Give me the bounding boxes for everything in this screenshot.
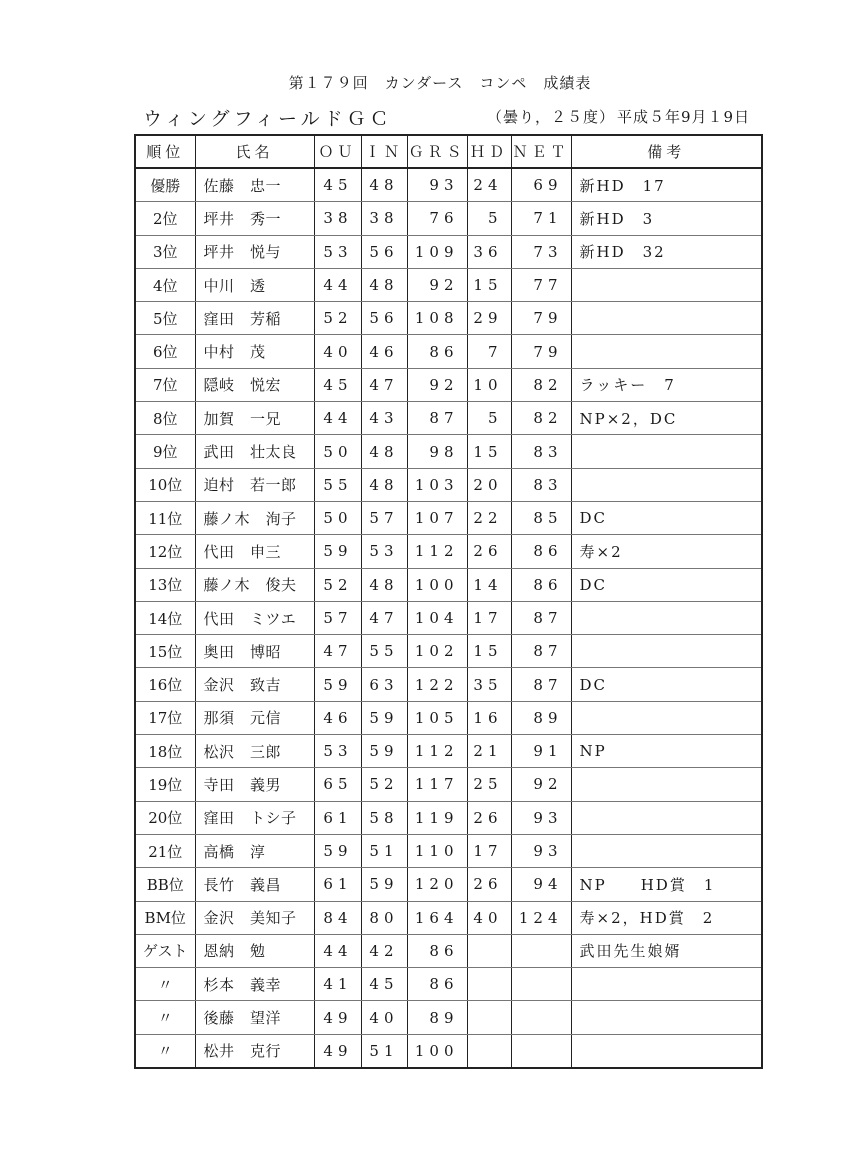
cell-in: 57 [361,501,407,534]
cell-hd: 29 [467,302,511,335]
cell-in: 47 [361,368,407,401]
cell-grs: 108 [407,302,467,335]
cell-hd: 36 [467,235,511,268]
cell-ou: 59 [314,834,361,867]
cell-note [571,468,762,501]
cell-hd [467,1034,511,1068]
cell-net: 83 [511,468,571,501]
cell-name: 松井 克行 [195,1034,314,1068]
cell-rank: 7位 [135,368,195,401]
cell-rank: 優勝 [135,168,195,202]
table-row [135,801,762,834]
header-net: ＮＥＴ [511,135,571,168]
cell-net [511,968,571,1001]
cell-grs: 89 [407,1001,467,1034]
cell-ou: 55 [314,468,361,501]
cell-note [571,302,762,335]
cell-rank: 20位 [135,801,195,834]
cell-rank: 5位 [135,302,195,335]
cell-hd: 17 [467,601,511,634]
cell-net: 85 [511,501,571,534]
cell-in: 55 [361,635,407,668]
cell-rank: 8位 [135,402,195,435]
cell-hd: 16 [467,701,511,734]
cell-in: 48 [361,268,407,301]
table-row [135,968,762,1001]
cell-ou: 45 [314,368,361,401]
table-row [135,268,762,301]
cell-hd: 10 [467,368,511,401]
cell-in: 80 [361,901,407,934]
cell-ou: 46 [314,701,361,734]
table-row [135,768,762,801]
cell-net [511,1001,571,1034]
cell-name: 迫村 若一郎 [195,468,314,501]
cell-hd: 20 [467,468,511,501]
cell-in: 59 [361,701,407,734]
cell-rank: 18位 [135,735,195,768]
cell-rank: 9位 [135,435,195,468]
cell-note [571,601,762,634]
cell-hd: 7 [467,335,511,368]
table-row [135,1001,762,1034]
table-row [135,501,762,534]
cell-ou: 44 [314,402,361,435]
cell-name: 佐藤 忠一 [195,168,314,202]
cell-rank: 13位 [135,568,195,601]
cell-name: 坪井 悦与 [195,235,314,268]
table-row [135,668,762,701]
cell-grs: 122 [407,668,467,701]
cell-in: 48 [361,468,407,501]
cell-ou: 61 [314,801,361,834]
cell-net: 87 [511,635,571,668]
cell-hd: 14 [467,568,511,601]
results-table [134,134,763,1069]
cell-rank: 17位 [135,701,195,734]
cell-rank: ゲスト [135,934,195,967]
table-row [135,402,762,435]
cell-in: 58 [361,801,407,834]
cell-name: 恩納 勉 [195,934,314,967]
cell-hd: 5 [467,202,511,235]
cell-rank: 21位 [135,834,195,867]
cell-rank: 11位 [135,501,195,534]
cell-net: 79 [511,335,571,368]
table-row [135,934,762,967]
table-row [135,868,762,901]
cell-grs: 112 [407,735,467,768]
cell-ou: 61 [314,868,361,901]
cell-note [571,968,762,1001]
table-row [135,535,762,568]
cell-grs: 100 [407,568,467,601]
cell-hd: 35 [467,668,511,701]
cell-hd: 22 [467,501,511,534]
cell-ou: 44 [314,268,361,301]
table-row [135,635,762,668]
cell-note [571,268,762,301]
cell-grs: 87 [407,402,467,435]
cell-name: 奥田 博昭 [195,635,314,668]
cell-net: 87 [511,668,571,701]
cell-grs: 164 [407,901,467,934]
cell-name: 坪井 秀一 [195,202,314,235]
cell-note: 寿×2 [571,535,762,568]
cell-hd: 5 [467,402,511,435]
cell-net: 93 [511,834,571,867]
cell-note: DC [571,501,762,534]
cell-grs: 86 [407,335,467,368]
cell-hd: 26 [467,868,511,901]
cell-name: 寺田 義男 [195,768,314,801]
cell-note [571,1034,762,1068]
header-grs: ＧＲＳ [407,135,467,168]
cell-name: 藤ノ木 俊夫 [195,568,314,601]
cell-note: DC [571,568,762,601]
table-row [135,202,762,235]
table-row [135,302,762,335]
cell-note [571,701,762,734]
page-title: 第１７９回 カンダース コンペ 成績表 [288,74,592,92]
cell-grs: 120 [407,868,467,901]
cell-hd: 15 [467,268,511,301]
header-name: 氏名 [195,135,314,168]
cell-grs: 117 [407,768,467,801]
cell-note: 新HD 32 [571,235,762,268]
table-row [135,168,762,202]
cell-note: 新HD 3 [571,202,762,235]
cell-ou: 49 [314,1034,361,1068]
cell-rank: 3位 [135,235,195,268]
cell-note: NP [571,735,762,768]
cell-hd: 15 [467,435,511,468]
table-row [135,735,762,768]
cell-ou: 53 [314,735,361,768]
cell-note [571,834,762,867]
table-row [135,901,762,934]
cell-rank: 6位 [135,335,195,368]
cell-in: 53 [361,535,407,568]
cell-note [571,801,762,834]
cell-grs: 119 [407,801,467,834]
cell-hd: 17 [467,834,511,867]
cell-ou: 53 [314,235,361,268]
cell-note: NP×2，DC [571,402,762,435]
venue-name: ウィングフィールドＧＣ [143,108,393,130]
table-row [135,468,762,501]
cell-note [571,335,762,368]
header-note: 備考 [571,135,762,168]
cell-rank: 〃 [135,1034,195,1068]
cell-name: 長竹 義昌 [195,868,314,901]
cell-net: 93 [511,801,571,834]
cell-ou: 47 [314,635,361,668]
cell-net: 71 [511,202,571,235]
cell-grs: 86 [407,934,467,967]
cell-grs: 102 [407,635,467,668]
cell-net: 69 [511,168,571,202]
header-in: ＩＮ [361,135,407,168]
cell-hd: 40 [467,901,511,934]
cell-in: 48 [361,168,407,202]
cell-net [511,1034,571,1068]
cell-grs: 107 [407,501,467,534]
cell-name: 中村 茂 [195,335,314,368]
cell-name: 後藤 望洋 [195,1001,314,1034]
cell-net: 86 [511,535,571,568]
cell-net: 82 [511,368,571,401]
cell-grs: 86 [407,968,467,1001]
cell-name: 杉本 義幸 [195,968,314,1001]
cell-in: 59 [361,868,407,901]
cell-note: ラッキー 7 [571,368,762,401]
table-row [135,601,762,634]
cell-ou: 84 [314,901,361,934]
cell-grs: 105 [407,701,467,734]
cell-name: 那須 元信 [195,701,314,734]
cell-net: 124 [511,901,571,934]
cell-in: 56 [361,302,407,335]
header-hd: ＨＤ [467,135,511,168]
weather-info: （曇り，２５度） [487,108,616,126]
cell-in: 59 [361,735,407,768]
cell-name: 窪田 芳稲 [195,302,314,335]
cell-name: 窪田 トシ子 [195,801,314,834]
cell-ou: 52 [314,302,361,335]
cell-ou: 59 [314,668,361,701]
cell-net: 77 [511,268,571,301]
cell-ou: 40 [314,335,361,368]
cell-hd: 15 [467,635,511,668]
cell-note [571,1001,762,1034]
cell-note: DC [571,668,762,701]
cell-net: 83 [511,435,571,468]
cell-hd: 26 [467,535,511,568]
cell-rank: 12位 [135,535,195,568]
cell-grs: 109 [407,235,467,268]
cell-grs: 112 [407,535,467,568]
cell-hd [467,934,511,967]
cell-in: 42 [361,934,407,967]
cell-grs: 93 [407,168,467,202]
cell-name: 隠岐 悦宏 [195,368,314,401]
cell-ou: 50 [314,435,361,468]
cell-ou: 41 [314,968,361,1001]
cell-net: 79 [511,302,571,335]
cell-name: 藤ノ木 洵子 [195,501,314,534]
cell-hd: 26 [467,801,511,834]
cell-note: 新HD 17 [571,168,762,202]
cell-ou: 44 [314,934,361,967]
cell-ou: 65 [314,768,361,801]
cell-net: 91 [511,735,571,768]
cell-ou: 59 [314,535,361,568]
table-row [135,235,762,268]
cell-grs: 104 [407,601,467,634]
cell-grs: 103 [407,468,467,501]
cell-net: 94 [511,868,571,901]
cell-net: 87 [511,601,571,634]
cell-rank: 10位 [135,468,195,501]
event-date: 平成５年9月１9日 [617,108,751,126]
cell-in: 63 [361,668,407,701]
cell-note [571,435,762,468]
cell-name: 金沢 致吉 [195,668,314,701]
cell-net: 86 [511,568,571,601]
cell-ou: 52 [314,568,361,601]
cell-ou: 57 [314,601,361,634]
cell-hd: 25 [467,768,511,801]
header-rank: 順位 [135,135,195,168]
table-row [135,701,762,734]
cell-hd [467,968,511,1001]
cell-net [511,934,571,967]
cell-grs: 110 [407,834,467,867]
cell-hd [467,1001,511,1034]
cell-in: 56 [361,235,407,268]
cell-name: 中川 透 [195,268,314,301]
cell-net: 92 [511,768,571,801]
cell-hd: 21 [467,735,511,768]
table-row [135,568,762,601]
cell-ou: 49 [314,1001,361,1034]
cell-rank: 15位 [135,635,195,668]
table-row [135,435,762,468]
cell-in: 52 [361,768,407,801]
cell-name: 代田 ミツエ [195,601,314,634]
cell-rank: BB位 [135,868,195,901]
cell-in: 51 [361,834,407,867]
cell-name: 加賀 一兄 [195,402,314,435]
cell-in: 45 [361,968,407,1001]
cell-name: 代田 申三 [195,535,314,568]
cell-note: 武田先生娘婿 [571,934,762,967]
cell-name: 武田 壮太良 [195,435,314,468]
cell-grs: 98 [407,435,467,468]
subtitle-row [135,104,765,130]
cell-name: 松沢 三郎 [195,735,314,768]
cell-rank: 〃 [135,1001,195,1034]
cell-rank: 2位 [135,202,195,235]
cell-note [571,768,762,801]
cell-rank: 4位 [135,268,195,301]
cell-rank: 〃 [135,968,195,1001]
cell-grs: 100 [407,1034,467,1068]
cell-ou: 38 [314,202,361,235]
cell-rank: 16位 [135,668,195,701]
cell-in: 40 [361,1001,407,1034]
cell-in: 47 [361,601,407,634]
cell-grs: 92 [407,368,467,401]
header-row [135,135,762,168]
cell-grs: 76 [407,202,467,235]
cell-rank: 14位 [135,601,195,634]
cell-net: 73 [511,235,571,268]
table-row [135,368,762,401]
cell-note [571,635,762,668]
header-ou: ＯＵ [314,135,361,168]
cell-ou: 50 [314,501,361,534]
cell-name: 高橋 淳 [195,834,314,867]
cell-rank: BM位 [135,901,195,934]
cell-rank: 19位 [135,768,195,801]
cell-net: 82 [511,402,571,435]
cell-hd: 24 [467,168,511,202]
cell-in: 48 [361,435,407,468]
cell-ou: 45 [314,168,361,202]
table-row [135,1034,762,1068]
cell-in: 46 [361,335,407,368]
table-row [135,335,762,368]
cell-in: 43 [361,402,407,435]
cell-in: 51 [361,1034,407,1068]
cell-note: 寿×2，HD賞 2 [571,901,762,934]
cell-name: 金沢 美知子 [195,901,314,934]
cell-net: 89 [511,701,571,734]
cell-note: NP HD賞 1 [571,868,762,901]
cell-in: 38 [361,202,407,235]
cell-in: 48 [361,568,407,601]
table-row [135,834,762,867]
cell-grs: 92 [407,268,467,301]
